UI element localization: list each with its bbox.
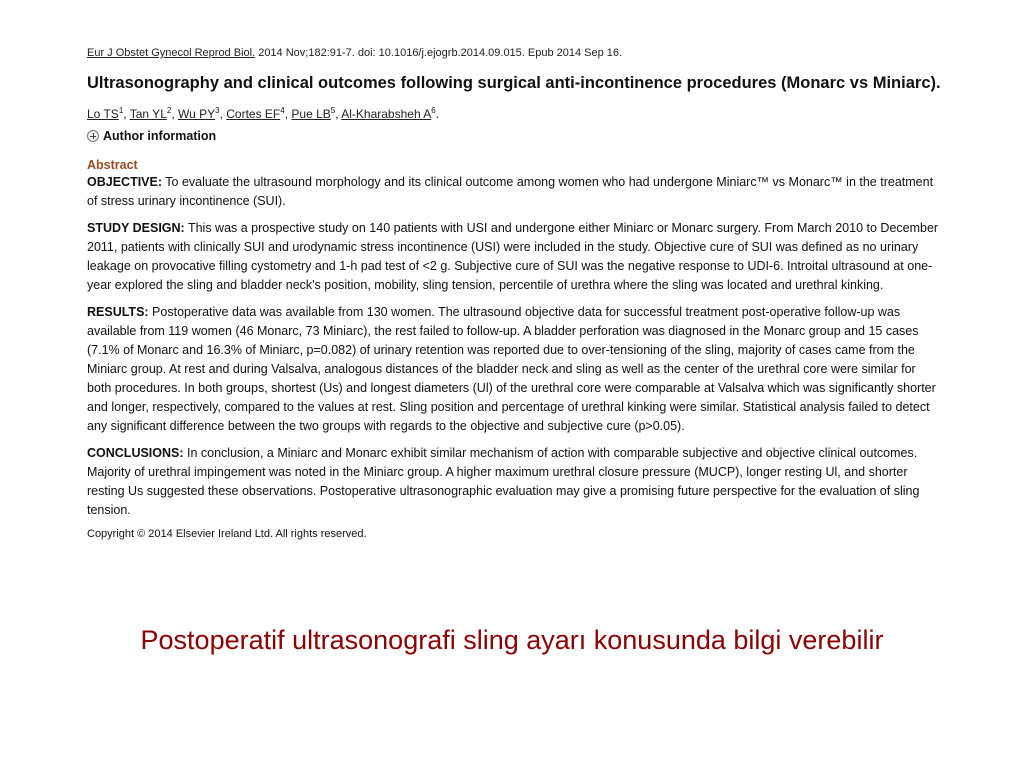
expand-plus-icon[interactable] [87,130,99,142]
objective-text: To evaluate the ultrasound morphology and its clinical outcome among women who had undergone Miniarc™ vs Monarc™ in the treatment of stress urinary incontinence (SUI). [87,175,934,208]
author-link[interactable]: Tan YL [129,107,167,121]
author-affiliation-number: 1 [118,106,124,115]
author-affiliation-number: 6 [431,106,436,115]
author-link[interactable]: Cortes EF [226,107,281,121]
author-affiliation-number: 5 [330,106,336,115]
journal-link[interactable]: Eur J Obstet Gynecol Reprod Biol. [87,47,256,59]
author-link[interactable]: Wu PY [178,107,216,121]
citation-line [87,47,942,59]
study-design-label: STUDY DESIGN: [87,221,185,235]
conclusions-text: In conclusion, a Miniarc and Monarc exhibit similar mechanism of action with comparable subjective and objective clinical outcomes. Majority of urethral impingement was noted in the Miniarc group. A higher maximum urethral closure pressure (MUCP), longer resting Ul, and shorter resting Us suggested these observations. Postoperative ultrasonographic evaluation may give a promising future perspective for the evaluation of sling tension. [87,446,920,517]
author-affiliation-number: 4 [280,106,285,115]
results-section [87,303,942,436]
author-affiliation-number: 3 [215,106,220,115]
study-design-section [87,219,942,295]
author-affiliation-number: 2 [166,106,172,115]
abstract-heading: Abstract [87,158,138,172]
author-information-label: Author information [103,129,217,143]
citation-details: 2014 Nov;182:91-7. doi: 10.1016/j.ejogrb.2014.09.015. Epub 2014 Sep 16. [255,47,623,59]
author-information-toggle[interactable] [87,127,942,145]
author-link[interactable]: Lo TS [87,107,119,121]
study-design-text: This was a prospective study on 140 patients with USI and undergone either Miniarc or Monarc surgery. From March 2010 to December 2011, patients with clinically SUI and urodynamic stress incontinence (USI) were included in the study. Objective cure of SUI was defined as no urinary leakage on provocative filling cystometry and 1-h pad test of <2 g. Subjective cure of SUI was the negative response to UDI-6. Introital ultrasound at one-year explored the sling and bladder neck's position, mobility, sling tension, percentile of urethra where the sling was located and urethral kinking. [87,221,939,292]
conclusions-section [87,444,942,520]
author-list: Lo $TS^1$, Tan $YL^2$, Wu $PY^3$, Cortes $EF^4$, Pue $LB^5$, Al-Kharabsheh $A^6$. [87,106,440,121]
author-link[interactable]: Pue LB [291,107,331,121]
objective-label: OBJECTIVE: [87,175,163,189]
slide-caption: Postoperatif ultrasonografi sling ayarı konusunda bilgi verebilir [140,625,884,655]
results-text: Postoperative data was available from 130 women. The ultrasound objective data for successful treatment post-operative follow-up was available from 119 women (46 Monarc, 73 Miniarc), the rest failed to follow-up. A bladder perforation was diagnosed in the Monarc group and 15 cases (7.1% of Monarc and 16.3% of Miniarc, p=0.082) of urinary retention was reported due to over-tensioning of the sling, majority of cases came from the Miniarc group. At rest and during Valsalva, analogous distances of the bladder neck and sling as well as the center of the urethral core were similar for both procedures. In both groups, shortest (Us) and longest diameters (Ul) of the urethral core were comparable at Valsalva which was significantly shorter and longer, respectively, compared to the values at rest. Sling position and percentage of urethral kinking were similar. Statistical analysis failed to detect any significant difference between the two groups with regards to the objective and subjective cure (p>0.05). [87,305,936,433]
article-title: Ultrasonography and clinical outcomes following surgical anti-incontinence procedures (Monarc vs Miniarc). [87,74,941,92]
copyright-notice: Copyright © 2014 Elsevier Ireland Ltd. All rights reserved. [87,528,367,540]
article-abstract-page [87,47,942,540]
objective-section [87,173,942,211]
results-label: RESULTS: [87,305,149,319]
author-link[interactable]: Al-Kharabsheh A [341,107,432,121]
conclusions-label: CONCLUSIONS: [87,446,184,460]
